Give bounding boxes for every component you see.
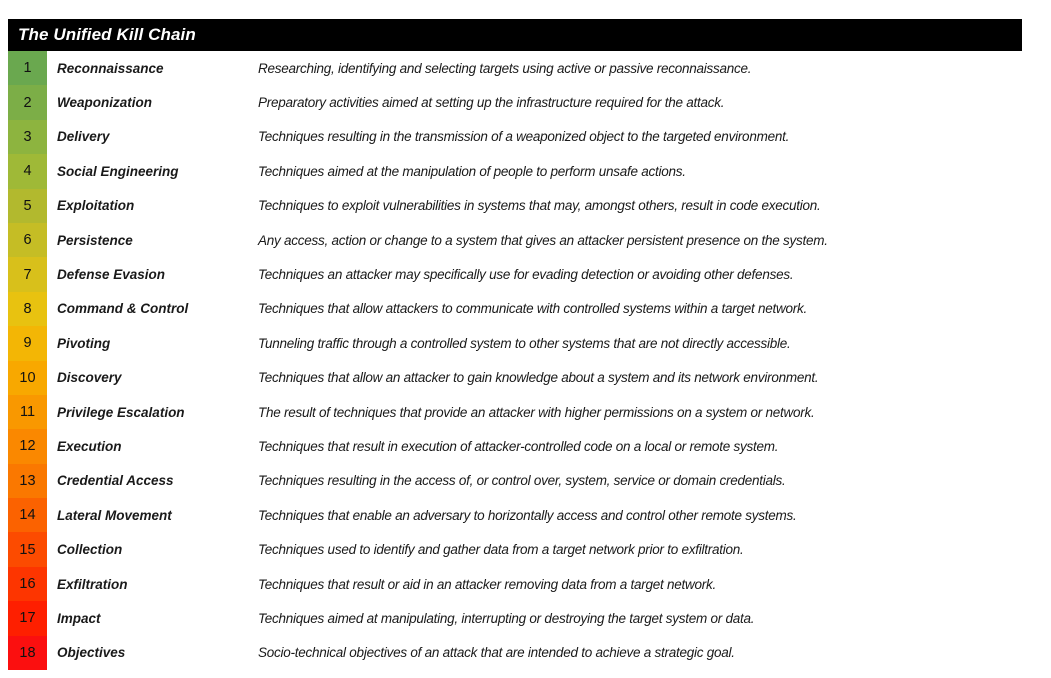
- table-row: [8, 154, 1022, 188]
- phase-name: Delivery: [57, 129, 110, 145]
- phase-name: Pivoting: [57, 335, 111, 351]
- phase-number-badge: 1: [8, 51, 47, 85]
- phase-description: Researching, identifying and selecting targets using active or passive reconnaissance.: [258, 60, 752, 76]
- phase-description: Techniques that result in execution of attacker-controlled code on a local or remote system.: [258, 438, 779, 454]
- phase-description: Techniques aimed at the manipulation of people to perform unsafe actions.: [258, 163, 686, 179]
- phase-number-badge: 10: [8, 361, 47, 395]
- table-row: [8, 361, 1022, 395]
- phase-description: Techniques to exploit vulnerabilities in systems that may, amongst others, result in code execution.: [258, 198, 821, 214]
- phase-description: Socio-technical objectives of an attack that are intended to achieve a strategic goal.: [258, 645, 735, 661]
- table-row: [8, 532, 1022, 566]
- phase-name: Exfiltration: [57, 576, 128, 592]
- phase-number-badge: 16: [8, 567, 47, 601]
- phase-description: Tunneling traffic through a controlled system to other systems that are not directly accessible.: [258, 335, 791, 351]
- phase-number-badge: 2: [8, 85, 47, 119]
- table-row: [8, 567, 1022, 601]
- phase-description: Preparatory activities aimed at setting up the infrastructure required for the attack.: [258, 95, 725, 111]
- table-row: [8, 51, 1022, 85]
- table-row: [8, 601, 1022, 635]
- phase-name: Credential Access: [57, 473, 174, 489]
- phase-name: Reconnaissance: [57, 60, 164, 76]
- kill-chain-table: [8, 19, 1022, 670]
- table-row: [8, 292, 1022, 326]
- table-title-bar: [8, 19, 1022, 51]
- kill-chain-rows: [8, 51, 1022, 670]
- table-row: [8, 326, 1022, 360]
- phase-number-badge: 8: [8, 292, 47, 326]
- phase-description: Techniques aimed at manipulating, interrupting or destroying the target system or data.: [258, 610, 755, 626]
- phase-description: Techniques that result or aid in an attacker removing data from a target network.: [258, 576, 717, 592]
- phase-description: Techniques that enable an adversary to horizontally access and control other remote systems.: [258, 507, 797, 523]
- phase-number-badge: 15: [8, 532, 47, 566]
- phase-number-badge: 11: [8, 395, 47, 429]
- phase-name: Social Engineering: [57, 163, 179, 179]
- phase-number-badge: 13: [8, 464, 47, 498]
- phase-number-badge: 4: [8, 154, 47, 188]
- phase-name: Defense Evasion: [57, 267, 166, 283]
- phase-name: Command & Control: [57, 301, 189, 317]
- phase-number-badge: 5: [8, 189, 47, 223]
- table-row: [8, 85, 1022, 119]
- page-title: The Unified Kill Chain: [18, 25, 196, 44]
- table-row: [8, 223, 1022, 257]
- phase-number-badge: 7: [8, 257, 47, 291]
- phase-description: Any access, action or change to a system that gives an attacker persistent presence on the system.: [258, 232, 828, 248]
- phase-number-badge: 6: [8, 223, 47, 257]
- phase-number-badge: 12: [8, 429, 47, 463]
- phase-description: The result of techniques that provide an attacker with higher permissions on a system or network.: [258, 404, 815, 420]
- phase-name: Privilege Escalation: [57, 404, 185, 420]
- phase-description: Techniques resulting in the transmission of a weaponized object to the targeted environment.: [258, 129, 790, 145]
- table-row: [8, 257, 1022, 291]
- phase-number-badge: 18: [8, 636, 47, 670]
- phase-description: Techniques resulting in the access of, or control over, system, service or domain credentials.: [258, 473, 786, 489]
- table-row: [8, 636, 1022, 670]
- phase-description: Techniques that allow attackers to communicate with controlled systems within a target network.: [258, 301, 808, 317]
- phase-number-badge: 17: [8, 601, 47, 635]
- table-row: [8, 498, 1022, 532]
- phase-name: Discovery: [57, 370, 122, 386]
- phase-number-badge: 3: [8, 120, 47, 154]
- table-row: [8, 429, 1022, 463]
- phase-name: Execution: [57, 438, 122, 454]
- phase-name: Lateral Movement: [57, 507, 172, 523]
- table-row: [8, 189, 1022, 223]
- phase-description: Techniques used to identify and gather data from a target network prior to exfiltration.: [258, 542, 744, 558]
- phase-number-badge: 9: [8, 326, 47, 360]
- phase-name: Exploitation: [57, 198, 135, 214]
- table-row: [8, 395, 1022, 429]
- phase-number-badge: 14: [8, 498, 47, 532]
- phase-name: Objectives: [57, 645, 126, 661]
- phase-name: Weaponization: [57, 95, 153, 111]
- phase-name: Impact: [57, 610, 101, 626]
- phase-name: Persistence: [57, 232, 133, 248]
- phase-description: Techniques an attacker may specifically use for evading detection or avoiding other defenses.: [258, 267, 794, 283]
- phase-description: Techniques that allow an attacker to gain knowledge about a system and its network environment.: [258, 370, 819, 386]
- table-row: [8, 120, 1022, 154]
- phase-name: Collection: [57, 542, 123, 558]
- table-row: [8, 464, 1022, 498]
